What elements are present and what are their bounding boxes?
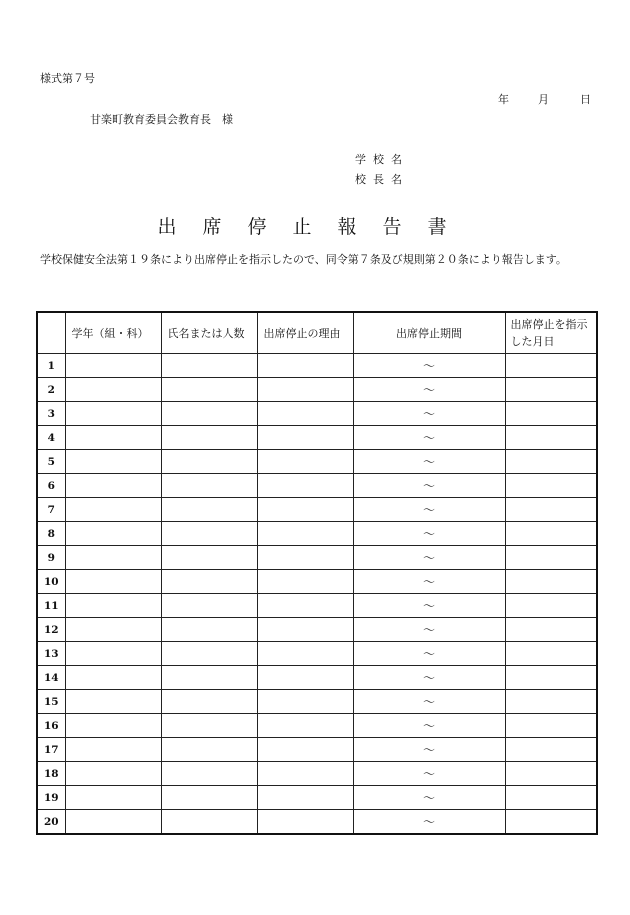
reason-cell[interactable] bbox=[257, 642, 353, 666]
instructed-date-cell[interactable] bbox=[505, 666, 597, 690]
period-cell[interactable]: ～ bbox=[353, 810, 505, 835]
table-row bbox=[37, 570, 597, 594]
name-cell[interactable] bbox=[161, 738, 257, 762]
date-month-label: 月 bbox=[538, 93, 549, 106]
reason-cell[interactable] bbox=[257, 522, 353, 546]
row-number: 19 bbox=[37, 786, 65, 810]
row-number: 12 bbox=[37, 618, 65, 642]
instructed-date-cell[interactable] bbox=[505, 378, 597, 402]
grade-cell[interactable] bbox=[65, 354, 161, 378]
table-row bbox=[37, 666, 597, 690]
name-cell[interactable] bbox=[161, 498, 257, 522]
instructed-date-cell[interactable] bbox=[505, 522, 597, 546]
grade-cell[interactable] bbox=[65, 498, 161, 522]
instructed-date-cell[interactable] bbox=[505, 714, 597, 738]
grade-cell[interactable] bbox=[65, 618, 161, 642]
period-cell[interactable]: ～ bbox=[353, 786, 505, 810]
row-number: 1 bbox=[37, 354, 65, 378]
reason-cell[interactable] bbox=[257, 810, 353, 835]
row-number: 15 bbox=[37, 690, 65, 714]
period-cell[interactable]: ～ bbox=[353, 570, 505, 594]
period-cell[interactable]: ～ bbox=[353, 714, 505, 738]
name-cell[interactable] bbox=[161, 474, 257, 498]
instructed-date-cell[interactable] bbox=[505, 594, 597, 618]
header-period: 出席停止期間 bbox=[353, 312, 505, 354]
grade-cell[interactable] bbox=[65, 690, 161, 714]
name-cell[interactable] bbox=[161, 810, 257, 835]
reason-cell[interactable] bbox=[257, 762, 353, 786]
school-info bbox=[355, 150, 409, 190]
period-cell[interactable]: ～ bbox=[353, 354, 505, 378]
row-number: 4 bbox=[37, 426, 65, 450]
header-instructed-date: 出席停止を指示した月日 bbox=[505, 312, 597, 354]
grade-cell[interactable] bbox=[65, 402, 161, 426]
period-cell[interactable]: ～ bbox=[353, 522, 505, 546]
reason-cell[interactable] bbox=[257, 402, 353, 426]
reason-cell[interactable] bbox=[257, 474, 353, 498]
table-row bbox=[37, 354, 597, 378]
reason-cell[interactable] bbox=[257, 738, 353, 762]
reason-cell[interactable] bbox=[257, 546, 353, 570]
name-cell[interactable] bbox=[161, 402, 257, 426]
period-cell[interactable]: ～ bbox=[353, 498, 505, 522]
row-number: 2 bbox=[37, 378, 65, 402]
grade-cell[interactable] bbox=[65, 786, 161, 810]
grade-cell[interactable] bbox=[65, 762, 161, 786]
name-cell[interactable] bbox=[161, 666, 257, 690]
table-row bbox=[37, 402, 597, 426]
table-row bbox=[37, 810, 597, 835]
reason-cell[interactable] bbox=[257, 618, 353, 642]
grade-cell[interactable] bbox=[65, 450, 161, 474]
table-row bbox=[37, 546, 597, 570]
instructed-date-cell[interactable] bbox=[505, 354, 597, 378]
period-cell[interactable]: ～ bbox=[353, 690, 505, 714]
row-number: 13 bbox=[37, 642, 65, 666]
instructed-date-cell[interactable] bbox=[505, 426, 597, 450]
grade-cell[interactable] bbox=[65, 546, 161, 570]
table-row bbox=[37, 498, 597, 522]
instructed-date-cell[interactable] bbox=[505, 450, 597, 474]
row-number: 14 bbox=[37, 666, 65, 690]
reason-cell[interactable] bbox=[257, 594, 353, 618]
table-row bbox=[37, 426, 597, 450]
period-cell[interactable]: ～ bbox=[353, 762, 505, 786]
school-name-label: 学校名 bbox=[355, 153, 409, 166]
period-cell[interactable]: ～ bbox=[353, 402, 505, 426]
period-cell[interactable]: ～ bbox=[353, 618, 505, 642]
grade-cell[interactable] bbox=[65, 522, 161, 546]
period-cell[interactable]: ～ bbox=[353, 594, 505, 618]
instructed-date-cell[interactable] bbox=[505, 786, 597, 810]
table-row bbox=[37, 474, 597, 498]
header-reason: 出席停止の理由 bbox=[257, 312, 353, 354]
row-number: 20 bbox=[37, 810, 65, 835]
row-number: 18 bbox=[37, 762, 65, 786]
name-cell[interactable] bbox=[161, 426, 257, 450]
table-row bbox=[37, 378, 597, 402]
instructed-date-cell[interactable] bbox=[505, 498, 597, 522]
reason-cell[interactable] bbox=[257, 690, 353, 714]
instructed-date-cell[interactable] bbox=[505, 642, 597, 666]
body-text: 学校保健安全法第１９条により出席停止を指示したので、同令第７条及び規則第２０条により報告します。 bbox=[40, 253, 567, 266]
name-cell[interactable] bbox=[161, 378, 257, 402]
period-cell[interactable]: ～ bbox=[353, 738, 505, 762]
name-cell[interactable] bbox=[161, 618, 257, 642]
grade-cell[interactable] bbox=[65, 738, 161, 762]
addressee: 甘楽町教育委員会教育長 様 bbox=[90, 113, 233, 126]
name-cell[interactable] bbox=[161, 762, 257, 786]
grade-cell[interactable] bbox=[65, 474, 161, 498]
instructed-date-cell[interactable] bbox=[505, 474, 597, 498]
table-row bbox=[37, 762, 597, 786]
row-number: 6 bbox=[37, 474, 65, 498]
name-cell[interactable] bbox=[161, 690, 257, 714]
instructed-date-cell[interactable] bbox=[505, 402, 597, 426]
instructed-date-cell[interactable] bbox=[505, 618, 597, 642]
date-year-label: 年 bbox=[498, 93, 509, 106]
period-cell[interactable]: ～ bbox=[353, 450, 505, 474]
form-number: 様式第７号 bbox=[40, 72, 95, 85]
name-cell[interactable] bbox=[161, 570, 257, 594]
row-number: 16 bbox=[37, 714, 65, 738]
reason-cell[interactable] bbox=[257, 570, 353, 594]
table-row bbox=[37, 714, 597, 738]
grade-cell[interactable] bbox=[65, 426, 161, 450]
reason-cell[interactable] bbox=[257, 498, 353, 522]
page-title: 出席停止報告書 bbox=[157, 216, 473, 238]
reason-cell[interactable] bbox=[257, 354, 353, 378]
instructed-date-cell[interactable] bbox=[505, 738, 597, 762]
reason-cell[interactable] bbox=[257, 714, 353, 738]
table-row bbox=[37, 642, 597, 666]
name-cell[interactable] bbox=[161, 546, 257, 570]
grade-cell[interactable] bbox=[65, 570, 161, 594]
grade-cell[interactable] bbox=[65, 642, 161, 666]
grade-cell[interactable] bbox=[65, 378, 161, 402]
period-cell[interactable]: ～ bbox=[353, 666, 505, 690]
row-number: 7 bbox=[37, 498, 65, 522]
period-cell[interactable]: ～ bbox=[353, 426, 505, 450]
instructed-date-cell[interactable] bbox=[505, 570, 597, 594]
row-number: 8 bbox=[37, 522, 65, 546]
instructed-date-cell[interactable] bbox=[505, 546, 597, 570]
period-cell[interactable]: ～ bbox=[353, 474, 505, 498]
period-cell[interactable]: ～ bbox=[353, 546, 505, 570]
principal-name-label: 校長名 bbox=[355, 173, 409, 186]
instructed-date-cell[interactable] bbox=[505, 690, 597, 714]
period-cell[interactable]: ～ bbox=[353, 642, 505, 666]
name-cell[interactable] bbox=[161, 714, 257, 738]
reason-cell[interactable] bbox=[257, 786, 353, 810]
table-row bbox=[37, 594, 597, 618]
name-cell[interactable] bbox=[161, 522, 257, 546]
table-row bbox=[37, 738, 597, 762]
grade-cell[interactable] bbox=[65, 666, 161, 690]
date-day-label: 日 bbox=[580, 93, 591, 106]
report-table bbox=[36, 311, 598, 835]
reason-cell[interactable] bbox=[257, 426, 353, 450]
table-row bbox=[37, 522, 597, 546]
row-number: 17 bbox=[37, 738, 65, 762]
header-grade: 学年（組・科） bbox=[65, 312, 161, 354]
period-cell[interactable]: ～ bbox=[353, 378, 505, 402]
reason-cell[interactable] bbox=[257, 666, 353, 690]
grade-cell[interactable] bbox=[65, 714, 161, 738]
row-number: 11 bbox=[37, 594, 65, 618]
header-no bbox=[37, 312, 65, 354]
reason-cell[interactable] bbox=[257, 378, 353, 402]
name-cell[interactable] bbox=[161, 786, 257, 810]
table-row bbox=[37, 450, 597, 474]
instructed-date-cell[interactable] bbox=[505, 762, 597, 786]
table-row bbox=[37, 618, 597, 642]
grade-cell[interactable] bbox=[65, 594, 161, 618]
reason-cell[interactable] bbox=[257, 450, 353, 474]
table-row bbox=[37, 786, 597, 810]
row-number: 5 bbox=[37, 450, 65, 474]
row-number: 10 bbox=[37, 570, 65, 594]
header-name: 氏名または人数 bbox=[161, 312, 257, 354]
table-header-row bbox=[37, 312, 597, 354]
row-number: 3 bbox=[37, 402, 65, 426]
instructed-date-cell[interactable] bbox=[505, 810, 597, 835]
name-cell[interactable] bbox=[161, 450, 257, 474]
name-cell[interactable] bbox=[161, 354, 257, 378]
grade-cell[interactable] bbox=[65, 810, 161, 835]
row-number: 9 bbox=[37, 546, 65, 570]
name-cell[interactable] bbox=[161, 594, 257, 618]
table-row bbox=[37, 690, 597, 714]
name-cell[interactable] bbox=[161, 642, 257, 666]
